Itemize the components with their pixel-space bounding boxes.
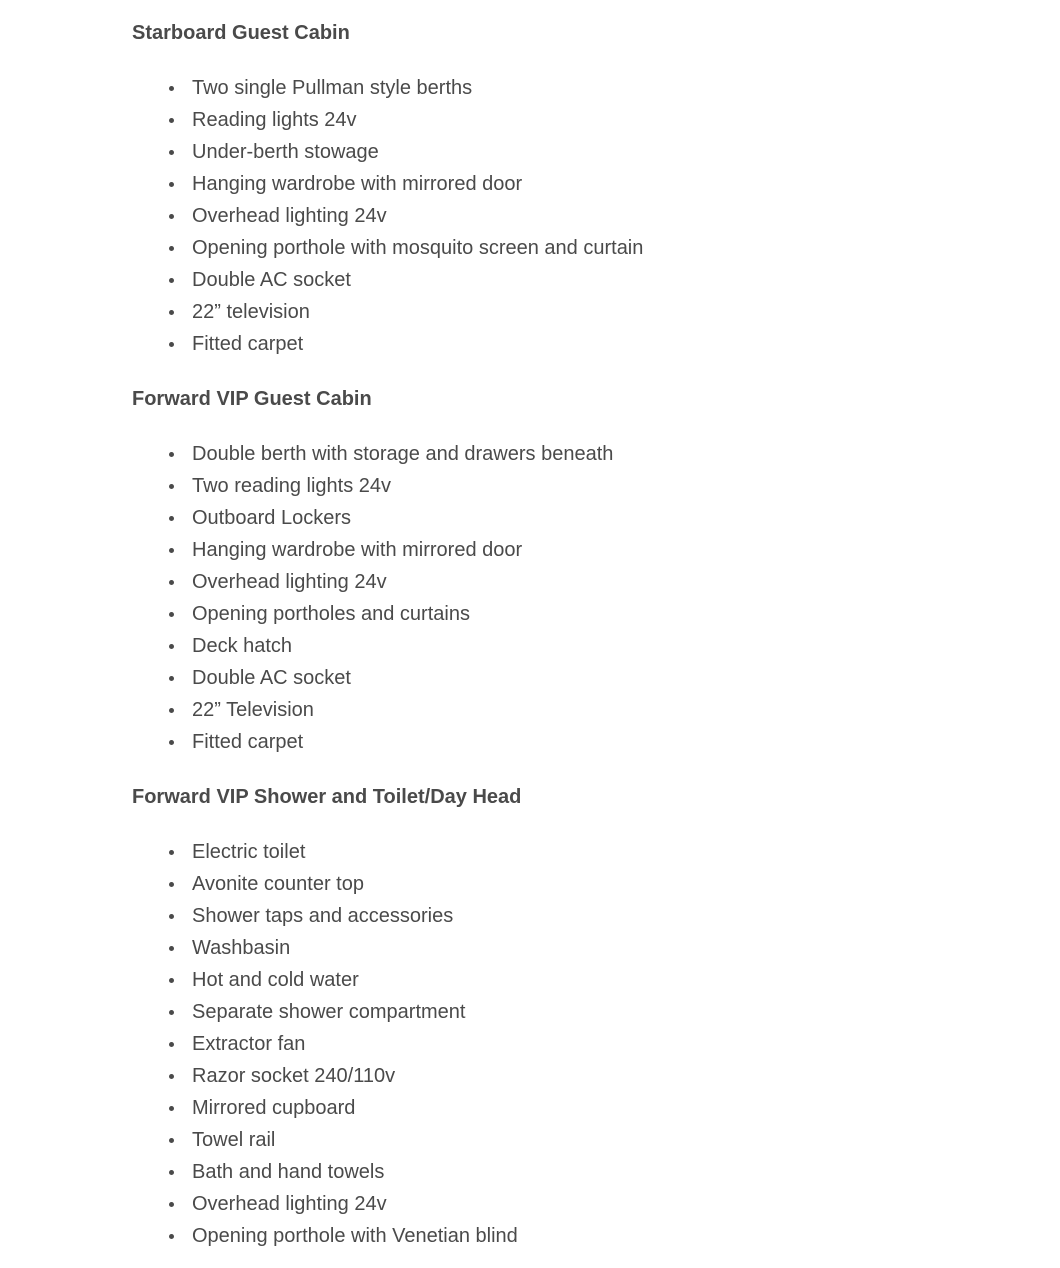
list-item: Hanging wardrobe with mirrored door [192,534,1012,566]
list-item: Two reading lights 24v [192,470,1012,502]
document-content [132,19,1012,1252]
section-title: Forward VIP Shower and Toilet/Day Head [132,786,522,808]
list-item: Shower taps and accessories [192,900,1012,932]
list-item: Double AC socket [192,264,1012,296]
list-item: Washbasin [192,932,1012,964]
list-item: Bath and hand towels [192,1156,1012,1188]
list-item: Razor socket 240/110v [192,1060,1012,1092]
list-item: Reading lights 24v [192,104,1012,136]
list-item: Separate shower compartment [192,996,1012,1028]
section-title: Forward VIP Guest Cabin [132,388,372,410]
list-item: Overhead lighting 24v [192,1188,1012,1220]
section-starboard-guest-cabin [132,19,1012,360]
list-item: Hot and cold water [192,964,1012,996]
list-item: Hanging wardrobe with mirrored door [192,168,1012,200]
list-item: Outboard Lockers [192,502,1012,534]
list-item: Mirrored cupboard [192,1092,1012,1124]
list-item: Overhead lighting 24v [192,200,1012,232]
section-forward-vip-guest-cabin [132,385,1012,758]
feature-list [132,438,1012,758]
list-item: Opening porthole with mosquito screen and curtain [192,232,1012,264]
list-item: 22” television [192,296,1012,328]
list-item: Fitted carpet [192,726,1012,758]
list-item: Towel rail [192,1124,1012,1156]
list-item: Fitted carpet [192,328,1012,360]
list-item: Two single Pullman style berths [192,72,1012,104]
list-item: Under-berth stowage [192,136,1012,168]
list-item: Double AC socket [192,662,1012,694]
list-item: Opening porthole with Venetian blind [192,1220,1012,1252]
section-forward-vip-shower-toilet [132,783,1012,1252]
list-item: Overhead lighting 24v [192,566,1012,598]
list-item: Electric toilet [192,836,1012,868]
list-item: Deck hatch [192,630,1012,662]
feature-list [132,72,1012,360]
section-title: Starboard Guest Cabin [132,22,350,44]
list-item: Opening portholes and curtains [192,598,1012,630]
feature-list [132,836,1012,1252]
list-item: 22” Television [192,694,1012,726]
list-item: Double berth with storage and drawers beneath [192,438,1012,470]
list-item: Extractor fan [192,1028,1012,1060]
list-item: Avonite counter top [192,868,1012,900]
